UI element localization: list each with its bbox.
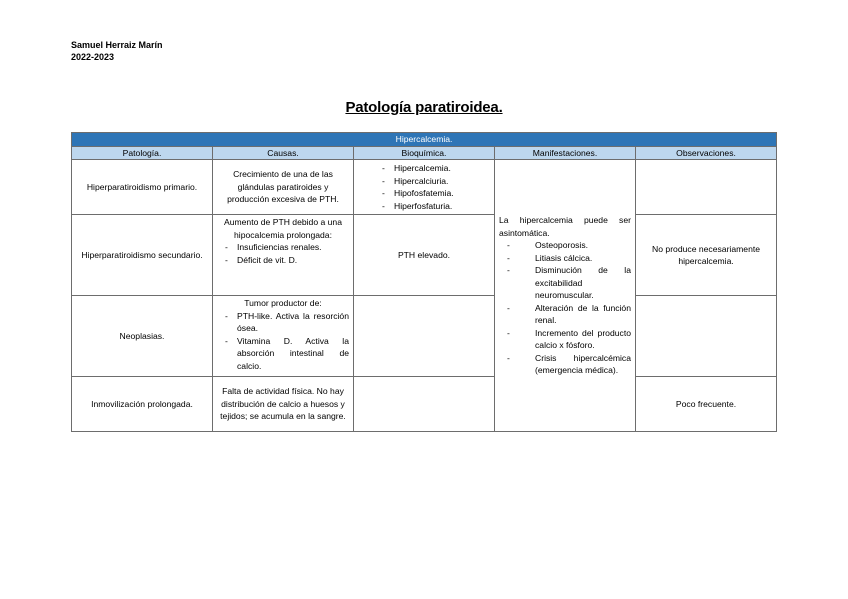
header-patologia: Patología. bbox=[72, 146, 213, 160]
list-item: - Crisis hipercalcémica (emergencia médica). bbox=[499, 352, 631, 377]
cell-patologia: Neoplasias. bbox=[72, 296, 213, 377]
cell-causa bbox=[213, 215, 354, 296]
header-bioquimica: Bioquímica. bbox=[354, 146, 495, 160]
list-item: - Osteoporosis. bbox=[499, 239, 631, 252]
cell-patologia: Hiperparatiroidismo primario. bbox=[72, 160, 213, 215]
causa-list bbox=[217, 241, 349, 266]
cell-manifestaciones bbox=[495, 160, 636, 432]
list-item: - Disminución de la excitabilidad neuromuscular. bbox=[499, 264, 631, 302]
table-row bbox=[72, 215, 777, 296]
list-item: - Hipercalcemia. bbox=[374, 162, 490, 175]
cell-observaciones: No produce necesariamente hipercalcemia. bbox=[636, 215, 777, 296]
table-band-row bbox=[72, 133, 777, 147]
list-item: - Vitamina D. Activa la absorción intestinal de calcio. bbox=[217, 335, 349, 373]
table-header-row bbox=[72, 146, 777, 160]
cell-patologia: Inmovilización prolongada. bbox=[72, 377, 213, 432]
band-hipercalcemia: Hipercalcemia. bbox=[72, 133, 777, 147]
table-row bbox=[72, 296, 777, 377]
header-observaciones: Observaciones. bbox=[636, 146, 777, 160]
list-item: - Insuficiencias renales. bbox=[217, 241, 349, 254]
page-title: Patología paratiroidea. bbox=[345, 99, 503, 116]
list-item: - Alteración de la función renal. bbox=[499, 302, 631, 327]
pathology-table bbox=[71, 132, 777, 432]
table-row bbox=[72, 377, 777, 432]
list-item: - Hipercalciuria. bbox=[374, 175, 490, 188]
cell-observaciones: Poco frecuente. bbox=[636, 377, 777, 432]
bioquimica-list bbox=[358, 162, 490, 212]
cell-bioquimica: PTH elevado. bbox=[354, 215, 495, 296]
cell-bioquimica-empty bbox=[354, 296, 495, 377]
table-row bbox=[72, 160, 777, 215]
causa-intro: Tumor productor de: bbox=[244, 298, 322, 308]
cell-bioquimica-empty bbox=[354, 377, 495, 432]
list-item: - Hipofosfatemia. bbox=[374, 187, 490, 200]
cell-bioquimica bbox=[354, 160, 495, 215]
list-item: - Hiperfosfaturia. bbox=[374, 200, 490, 213]
list-item: - Incremento del producto calcio x fósforo. bbox=[499, 327, 631, 352]
cell-causa: Crecimiento de una de las glándulas paratiroides y producción excesiva de PTH. bbox=[213, 160, 354, 215]
author-name: Samuel Herraiz Marín bbox=[71, 40, 163, 50]
list-item: - PTH-like. Activa la resorción ósea. bbox=[217, 310, 349, 335]
causa-intro: Aumento de PTH debido a una hipocalcemia prolongada: bbox=[223, 217, 342, 240]
causa-list bbox=[217, 310, 349, 373]
header-manifestaciones: Manifestaciones. bbox=[495, 146, 636, 160]
cell-causa bbox=[213, 296, 354, 377]
header-causas: Causas. bbox=[213, 146, 354, 160]
author-block bbox=[71, 39, 163, 63]
cell-observaciones bbox=[636, 160, 777, 215]
cell-patologia: Hiperparatiroidismo secundario. bbox=[72, 215, 213, 296]
author-year: 2022-2023 bbox=[71, 52, 115, 62]
list-item: - Litiasis cálcica. bbox=[499, 252, 631, 265]
manifestaciones-intro: La hipercalcemia puede ser asintomática. bbox=[499, 215, 631, 238]
manifestaciones-list bbox=[499, 239, 631, 377]
list-item: - Déficit de vit. D. bbox=[217, 254, 349, 267]
cell-observaciones-empty bbox=[636, 296, 777, 377]
cell-causa: Falta de actividad física. No hay distribución de calcio a huesos y tejidos; se acumula en la sangre. bbox=[213, 377, 354, 432]
